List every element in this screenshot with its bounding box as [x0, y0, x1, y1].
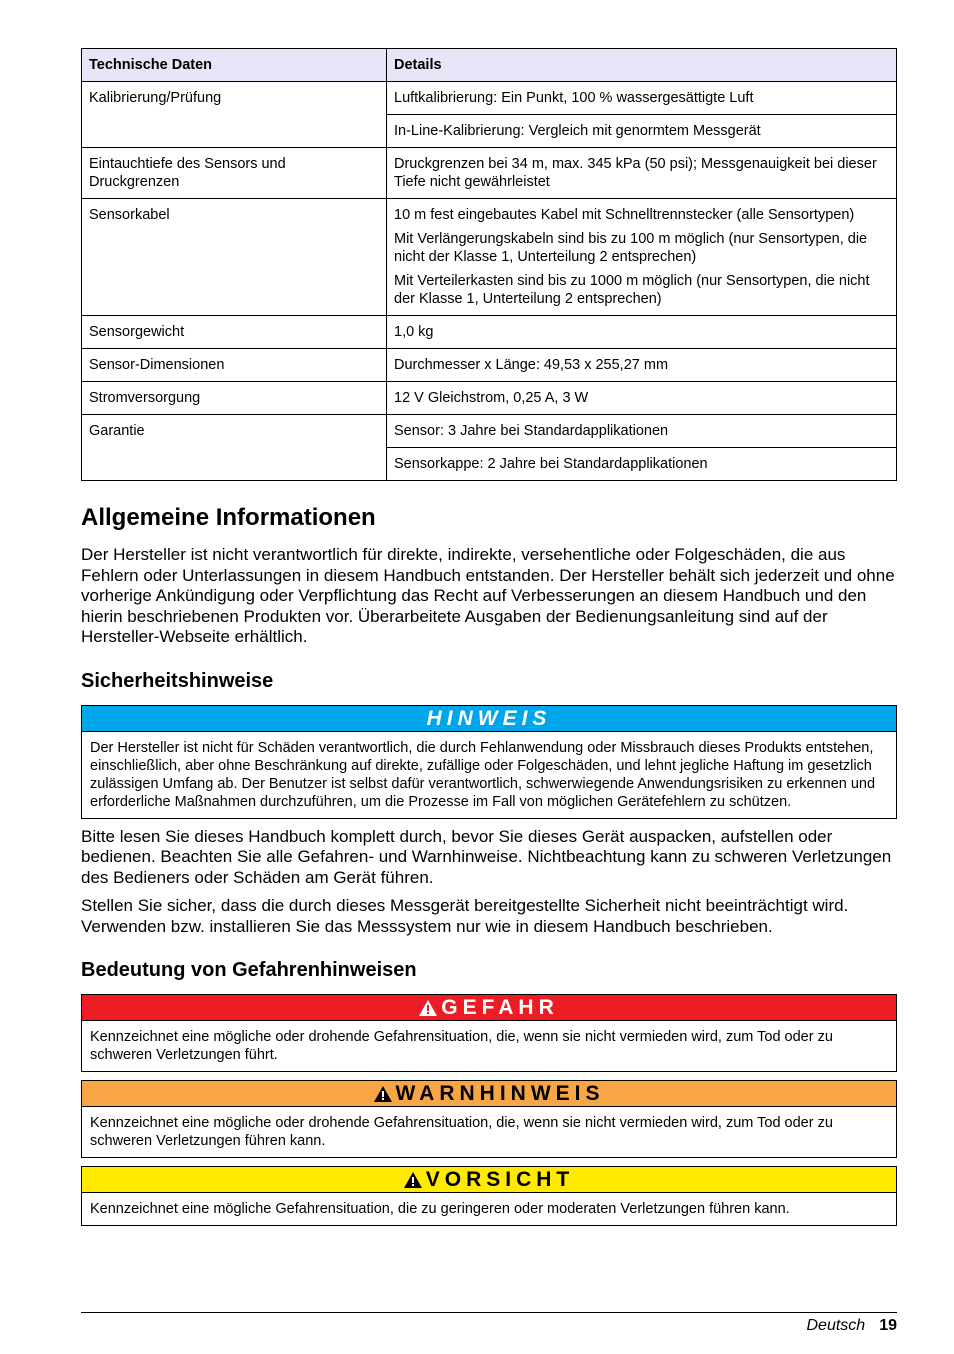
- row-detail: [387, 199, 897, 316]
- safety-paragraph: Bitte lesen Sie dieses Handbuch komplett durch, bevor Sie dieses Gerät auspacken, aufstellen oder bedienen. Beachten Sie alle Gefahren- und Warnhinweise. Nichtbeachtung kann zu schweren Verletzungen des Bedieners oder Schäden am Gerät führen.: [81, 826, 892, 887]
- safety-paragraph: Stellen Sie sicher, dass die durch dieses Messgerät bereitgestellte Sicherheit nicht beeinträchtigt wird. Verwenden bzw. installieren Sie das Messsystem nur wie in diesem Handbuch beschrieben.: [81, 896, 849, 936]
- table-row: [82, 415, 897, 448]
- section-title-general: Allgemeine Informationen: [81, 504, 376, 531]
- danger-header: [82, 995, 896, 1021]
- header-details: Details: [387, 49, 897, 82]
- notice-box: [81, 705, 897, 819]
- detail-paragraph: Mit Verteilerkasten sind bis zu 1000 m möglich (nur Sensortypen, die nicht der Klasse 1, Unterteilung 2 entsprechen): [394, 273, 870, 307]
- notice-label: HINWEIS: [82, 706, 896, 732]
- row-detail: Durchmesser x Länge: 49,53 x 255,27 mm: [387, 349, 897, 382]
- footer-language: Deutsch: [806, 1317, 866, 1334]
- row-detail: Sensor: 3 Jahre bei Standardapplikationen: [387, 415, 897, 448]
- specifications-table: [81, 48, 897, 481]
- warning-triangle-icon: [404, 1172, 422, 1188]
- warning-triangle-icon: [419, 1000, 437, 1016]
- page-number: 19: [879, 1317, 897, 1334]
- warning-text: Kennzeichnet eine mögliche oder drohende Gefahrensituation, die, wenn sie nicht vermieden wird, zum Tod oder zu schweren Verletzungen führen kann.: [90, 1115, 833, 1149]
- general-paragraph: Der Hersteller ist nicht verantwortlich für direkte, indirekte, versehentliche oder Folgeschäden, die aus Fehlern oder Unterlassungen in diesem Handbuch entstanden. Der Hersteller behält sich jederzeit und ohne vorherige Ankündigung oder Verpflichtung das Recht auf Verbesserungen an diesem Handbuch und den hierin beschriebenen Produkten vor. Überarbeitete Ausgaben der Bedienungsanleitung sind auf der Hersteller-Webseite erhältlich.: [81, 545, 895, 646]
- table-row: [82, 349, 897, 382]
- row-detail: Druckgrenzen bei 34 m, max. 345 kPa (50 psi); Messgenauigkeit bei dieser Tiefe nicht gewährleistet: [387, 148, 897, 199]
- warning-triangle-icon: [374, 1086, 392, 1102]
- danger-text: Kennzeichnet eine mögliche oder drohende Gefahrensituation, die, wenn sie nicht vermieden wird, zum Tod oder zu schweren Verletzungen führt.: [90, 1029, 833, 1063]
- row-label: Stromversorgung: [82, 382, 387, 415]
- caution-label: VORSICHT: [425, 1168, 575, 1191]
- section-title-safety: Sicherheitshinweise: [81, 669, 274, 692]
- row-label: Garantie: [82, 415, 387, 481]
- page-content: [81, 48, 897, 1234]
- row-label: Sensor-Dimensionen: [82, 349, 387, 382]
- row-detail: Luftkalibrierung: Ein Punkt, 100 % wassergesättigte Luft: [387, 82, 897, 115]
- caution-box: [81, 1166, 897, 1226]
- row-detail: In-Line-Kalibrierung: Vergleich mit genormtem Messgerät: [387, 115, 897, 148]
- detail-paragraph: Mit Verlängerungskabeln sind bis zu 100 m möglich (nur Sensortypen, die nicht der Klasse 1, Unterteilung 2 entsprechen): [394, 231, 868, 265]
- notice-text: Der Hersteller ist nicht für Schäden verantwortlich, die durch Fehlanwendung oder Missbrauch dieses Produkts entstehen, einschließlich, aber ohne Beschränkung auf direkte, zufällige oder Folgeschäden, und lehnt jegliche Haftung im gesetzlich zulässigen Umfang ab. Der Benutzer ist selbst dafür verantwortlich, schwerwiegende Anwendungsrisiken zu erkennen und erforderliche Maßnahmen durchzuführen, um die Prozesse im Fall von möglichen Gerätefehlern zu schützen.: [90, 739, 876, 810]
- warning-header: [82, 1081, 896, 1107]
- warning-box: [81, 1080, 897, 1158]
- table-row: [82, 316, 897, 349]
- detail-paragraph: 10 m fest eingebautes Kabel mit Schnelltrennstecker (alle Sensortypen): [394, 207, 855, 223]
- page-footer: [81, 1312, 897, 1335]
- table-row: [82, 148, 897, 199]
- row-detail: 12 V Gleichstrom, 0,25 A, 3 W: [387, 382, 897, 415]
- table-row: [82, 382, 897, 415]
- section-title-hazards: Bedeutung von Gefahrenhinweisen: [81, 959, 417, 981]
- row-label: Sensorgewicht: [82, 316, 387, 349]
- row-label: Sensorkabel: [82, 199, 387, 316]
- header-technical-data: Technische Daten: [82, 49, 387, 82]
- table-row: [82, 199, 897, 316]
- danger-label: GEFAHR: [441, 996, 559, 1019]
- warning-label: WARNHINWEIS: [395, 1082, 605, 1105]
- row-detail: Sensorkappe: 2 Jahre bei Standardapplikationen: [387, 448, 897, 481]
- danger-box: [81, 994, 897, 1072]
- row-label: Eintauchtiefe des Sensors und Druckgrenzen: [82, 148, 387, 199]
- table-header-row: [82, 49, 897, 82]
- row-label: Kalibrierung/Prüfung: [82, 82, 387, 148]
- table-row: [82, 82, 897, 115]
- caution-text: Kennzeichnet eine mögliche Gefahrensituation, die zu geringeren oder moderaten Verletzungen führen kann.: [90, 1201, 790, 1217]
- caution-header: [82, 1167, 896, 1193]
- row-detail: 1,0 kg: [387, 316, 897, 349]
